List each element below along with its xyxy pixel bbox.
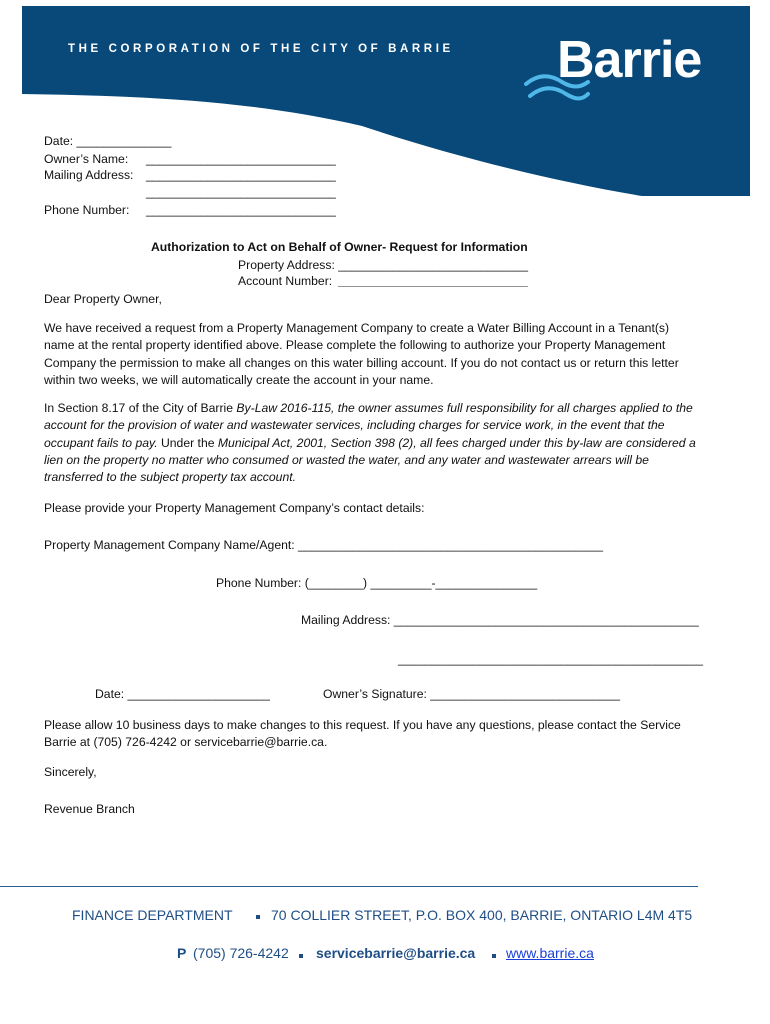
revenue-branch-signature: Revenue Branch: [44, 802, 135, 816]
provide-details-text: Please provide your Property Management Company’s contact details:: [44, 501, 425, 515]
footer-bullet-icon: [492, 954, 496, 958]
account-number-line[interactable]: ____________________________: [338, 274, 528, 288]
mailing-address-label: Mailing Address:: [44, 168, 134, 182]
footer-phone-prefix: P: [177, 945, 187, 961]
form-title: Authorization to Act on Behalf of Owner- Request for Information: [151, 240, 528, 254]
bylaw-text-4: Municipal Act, 2001, Section 398 (2), all fees charged under this by-law are considered a lien on the property no matter who consumed or wasted the water, and any water and wastewater arrears will be transferred to the subject property tax account.: [44, 435, 696, 485]
footer-bullet-icon: [256, 915, 260, 919]
company-name-field[interactable]: Property Management Company Name/Agent: _____________________________________________: [44, 538, 604, 552]
signature-date-field[interactable]: Date: _____________________: [95, 687, 270, 701]
owner-name-line[interactable]: ____________________________: [146, 152, 336, 166]
property-address-field[interactable]: Property Address: ____________________________: [238, 258, 529, 272]
phone-number-label: Phone Number:: [44, 203, 130, 217]
barrie-logo: Barrie: [557, 31, 702, 89]
owner-signature-field[interactable]: Owner’s Signature: ____________________________: [323, 687, 621, 701]
footer-website-link[interactable]: www.barrie.ca: [506, 945, 594, 961]
footer-address: 70 COLLIER STREET, P.O. BOX 400, BARRIE, ONTARIO L4M 4T5: [271, 907, 693, 923]
bylaw-text-2: By-Law 2016-115, the owner assumes full responsibility for all charges applied to the account for the provision of water and wastewater services, including charges for service work, in the event that the occupant fails to pay.: [44, 401, 693, 450]
owner-name-label: Owner’s Name:: [44, 152, 129, 166]
paragraph-request: We have received a request from a Property Management Company to create a Water Billing Account in a Tenant(s) name at the rental property identified above. Please complete the following to authorize your Property Management Company the permission to make all changes on this water billing account. If you do not contact us or return this letter within two weeks, we will automatically create the account in your name.: [44, 321, 679, 387]
sincerely: Sincerely,: [44, 765, 97, 779]
corporation-name: THE CORPORATION OF THE CITY OF BARRIE: [68, 43, 454, 55]
footer-email-link[interactable]: servicebarrie@barrie.ca: [316, 945, 476, 961]
mailing-address-line-1[interactable]: ____________________________: [146, 168, 336, 182]
bylaw-text-1: In Section 8.17 of the City of Barrie: [44, 401, 237, 415]
footer-department: FINANCE DEPARTMENT: [72, 907, 233, 923]
salutation: Dear Property Owner,: [44, 292, 162, 306]
footer-bullet-icon: [299, 954, 303, 958]
company-mailing-line-2[interactable]: _____________________________________________: [398, 652, 704, 666]
account-number-label: Account Number:: [238, 274, 333, 288]
bylaw-text-3: Under the: [157, 435, 218, 450]
closing-paragraph: Please allow 10 business days to make changes to this request. If you have any questions, please contact the Service Barrie at (705) 726-4242 or servicebarrie@barrie.ca.: [44, 718, 681, 750]
paragraph-bylaw: [44, 400, 734, 486]
date-field[interactable]: Date: ______________: [44, 134, 172, 148]
phone-number-line[interactable]: ____________________________: [146, 203, 336, 217]
mailing-address-line-2[interactable]: ____________________________: [146, 185, 336, 199]
footer-phone: (705) 726-4242: [193, 945, 289, 961]
company-phone-field[interactable]: Phone Number: (________) _________-_______________: [216, 576, 538, 590]
company-mailing-field[interactable]: Mailing Address: _____________________________________________: [301, 613, 699, 627]
footer-divider: [0, 886, 698, 887]
